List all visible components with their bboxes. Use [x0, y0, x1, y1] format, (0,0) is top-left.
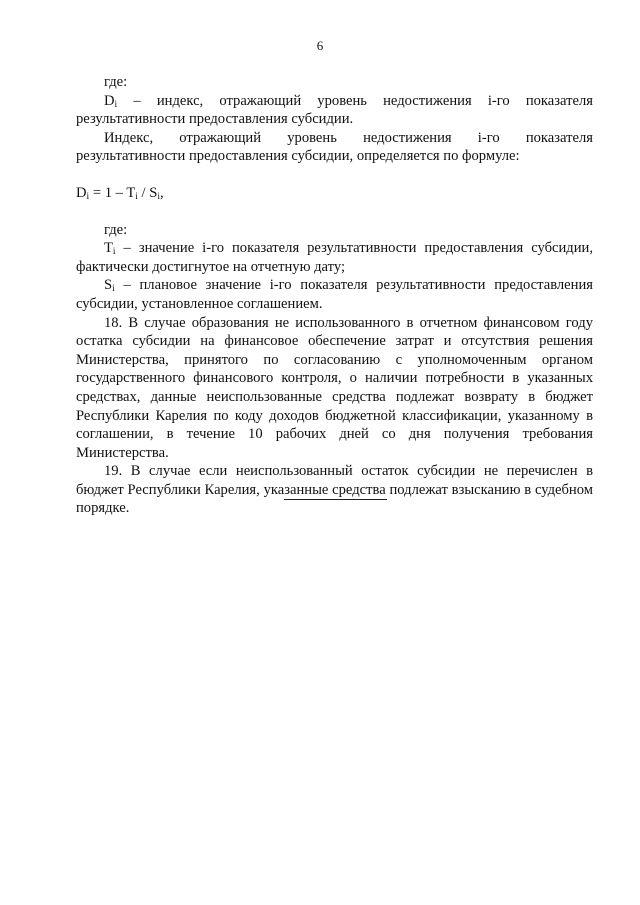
paragraph-t-definition — [76, 239, 593, 276]
t-definition-text: – значение i-го показателя результативности предоставления субсидии, фактически достигнутое на отчетную дату; — [76, 240, 593, 275]
symbol-d: D — [104, 92, 115, 109]
formula — [76, 166, 593, 221]
symbol-s: S — [104, 277, 113, 294]
end-separator-line — [284, 499, 387, 500]
s-definition-text: – плановое значение i-го показателя результативности предоставления субсидии, установленное соглашением. — [76, 277, 593, 312]
paragraph-18: 18. В случае образования не использованного в отчетном финансовом году остатка субсидии на финансовое обеспечение затрат и отсутствия решения Министерства, принятого по согласованию с уполномоченным органом государственного финансового контроля, о наличии потребности в указанных средствах, данные неиспользованные средства подлежат возврату в бюджет Республики Карелия по коду доходов бюджетной классификации, указанному в соглашении, в течение 10 рабочих дней со дня получения требования Министерства. — [76, 314, 593, 461]
symbol-s-subscript: i — [112, 284, 115, 295]
paragraph-19: 19. В случае если неиспользованный остаток субсидии не перечислен в бюджет Республики Карелия, указанные средства подлежат взысканию в судебном порядке. — [76, 463, 593, 517]
formula-d: D — [76, 184, 87, 201]
formula-minus-t: = 1 – T — [89, 184, 136, 201]
formula-d-subscript: i — [86, 191, 90, 202]
formula-comma: , — [160, 184, 164, 201]
formula-div-s: / S — [137, 184, 158, 201]
paragraph-d-definition — [76, 92, 593, 129]
d-definition-text: – индекс, отражающий уровень недостижения i-го показателя результативности предоставления субсидии. — [76, 92, 593, 128]
symbol-t: T — [104, 240, 113, 257]
symbol-t-subscript: i — [112, 247, 116, 258]
paragraph-index-formula-intro: Индекс, отражающий уровень недостижения i-го показателя результативности предоставления субсидии, определяется по формуле: — [76, 129, 593, 165]
symbol-d-subscript: i — [114, 99, 118, 110]
page-number: 6 — [316, 38, 324, 53]
paragraph-s-definition — [76, 276, 593, 313]
formula-s-subscript: i — [157, 191, 161, 202]
document-body — [76, 73, 593, 518]
formula-t-subscript: i — [135, 191, 138, 202]
where-label-1: где: — [104, 74, 128, 90]
where-label-2: где: — [104, 221, 128, 238]
